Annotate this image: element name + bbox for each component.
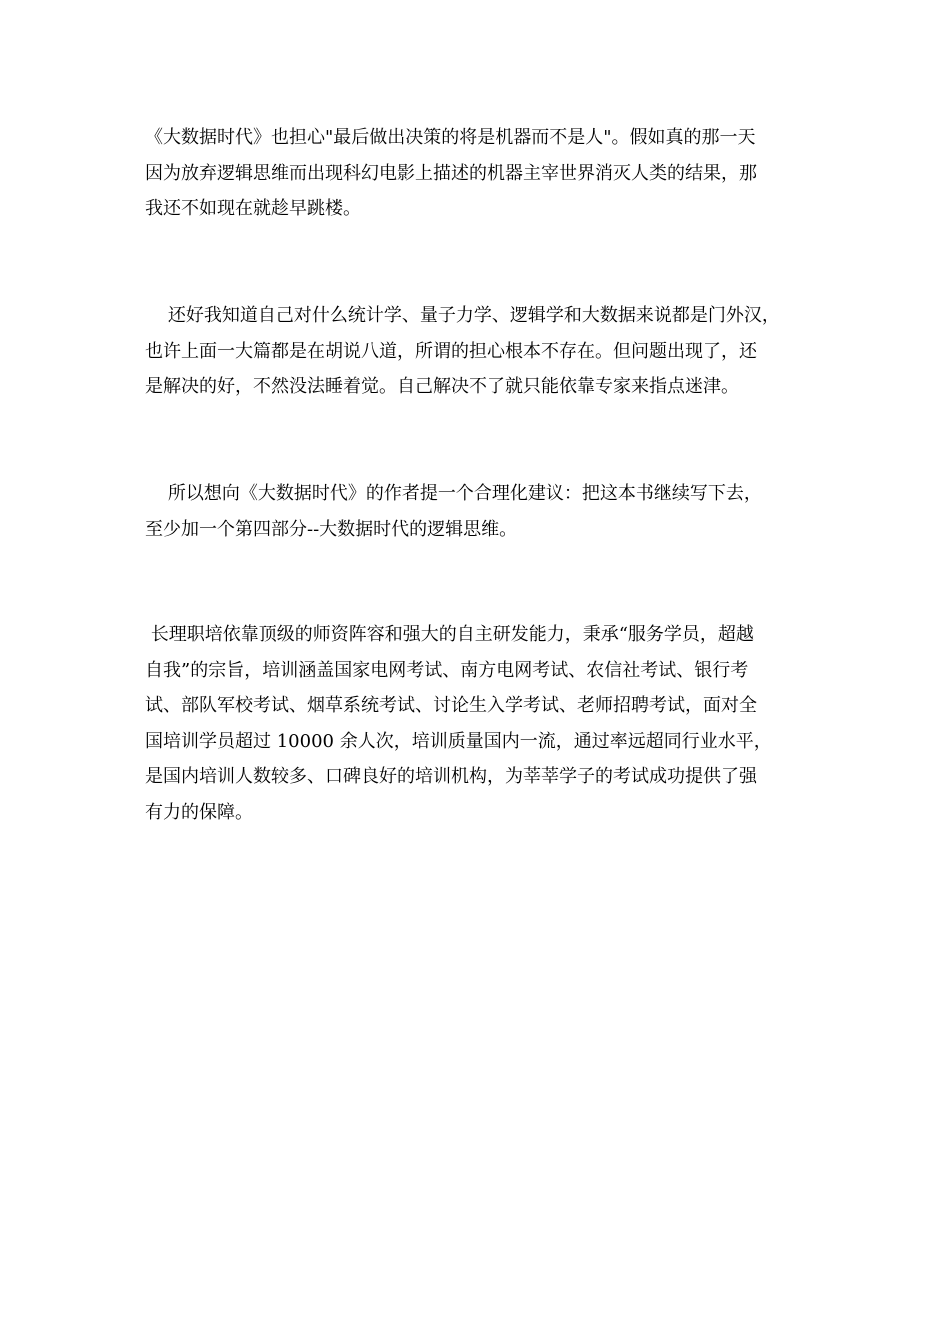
paragraph-line: 也许上面一大篇都是在胡说八道，所谓的担心根本不存在。但问题出现了，还 (145, 340, 757, 362)
paragraph-line: 自我”的宗旨，培训涵盖国家电网考试、南方电网考试、农信社考试、银行考 (145, 659, 749, 681)
paragraph-line: 因为放弃逻辑思维而出现科幻电影上描述的机器主宰世界消灭人类的结果，那 (145, 162, 757, 184)
paragraph-line: 《大数据时代》也担心"最后做出决策的将是机器而不是人"。假如真的那一天 (145, 127, 756, 148)
paragraph-line: 还好我知道自己对什么统计学、量子力学、逻辑学和大数据来说都是门外汉， (145, 305, 780, 326)
paragraph-line: 我还不如现在就趁早跳楼。 (145, 198, 361, 219)
paragraph-line: 至少加一个第四部分--大数据时代的逻辑思维。 (145, 518, 518, 540)
paragraph-line: 试、部队军校考试、烟草系统考试、讨论生入学考试、老师招聘考试，面对全 (145, 695, 757, 716)
paragraph-3 (145, 476, 815, 547)
paragraph-line: 所以想向《大数据时代》的作者提一个合理化建议：把这本书继续写下去， (145, 483, 762, 504)
paragraph-line: 是解决的好，不然没法睡着觉。自己解决不了就只能依靠专家来指点迷津。 (145, 376, 739, 397)
paragraph-2 (145, 298, 815, 405)
paragraph-line: 国培训学员超过 10000 余人次，培训质量国内一流，通过率远超同行业水平， (145, 730, 772, 752)
paragraph-line: 长理职培依靠顶级的师资阵容和强大的自主研发能力，秉承“服务学员，超越 (145, 624, 754, 645)
paragraph-line: 是国内培训人数较多、口碑良好的培训机构，为莘莘学子的考试成功提供了强 (145, 766, 757, 787)
paragraph-1 (145, 120, 815, 227)
paragraph-4 (145, 617, 815, 830)
paragraph-line: 有力的保障。 (145, 801, 253, 823)
